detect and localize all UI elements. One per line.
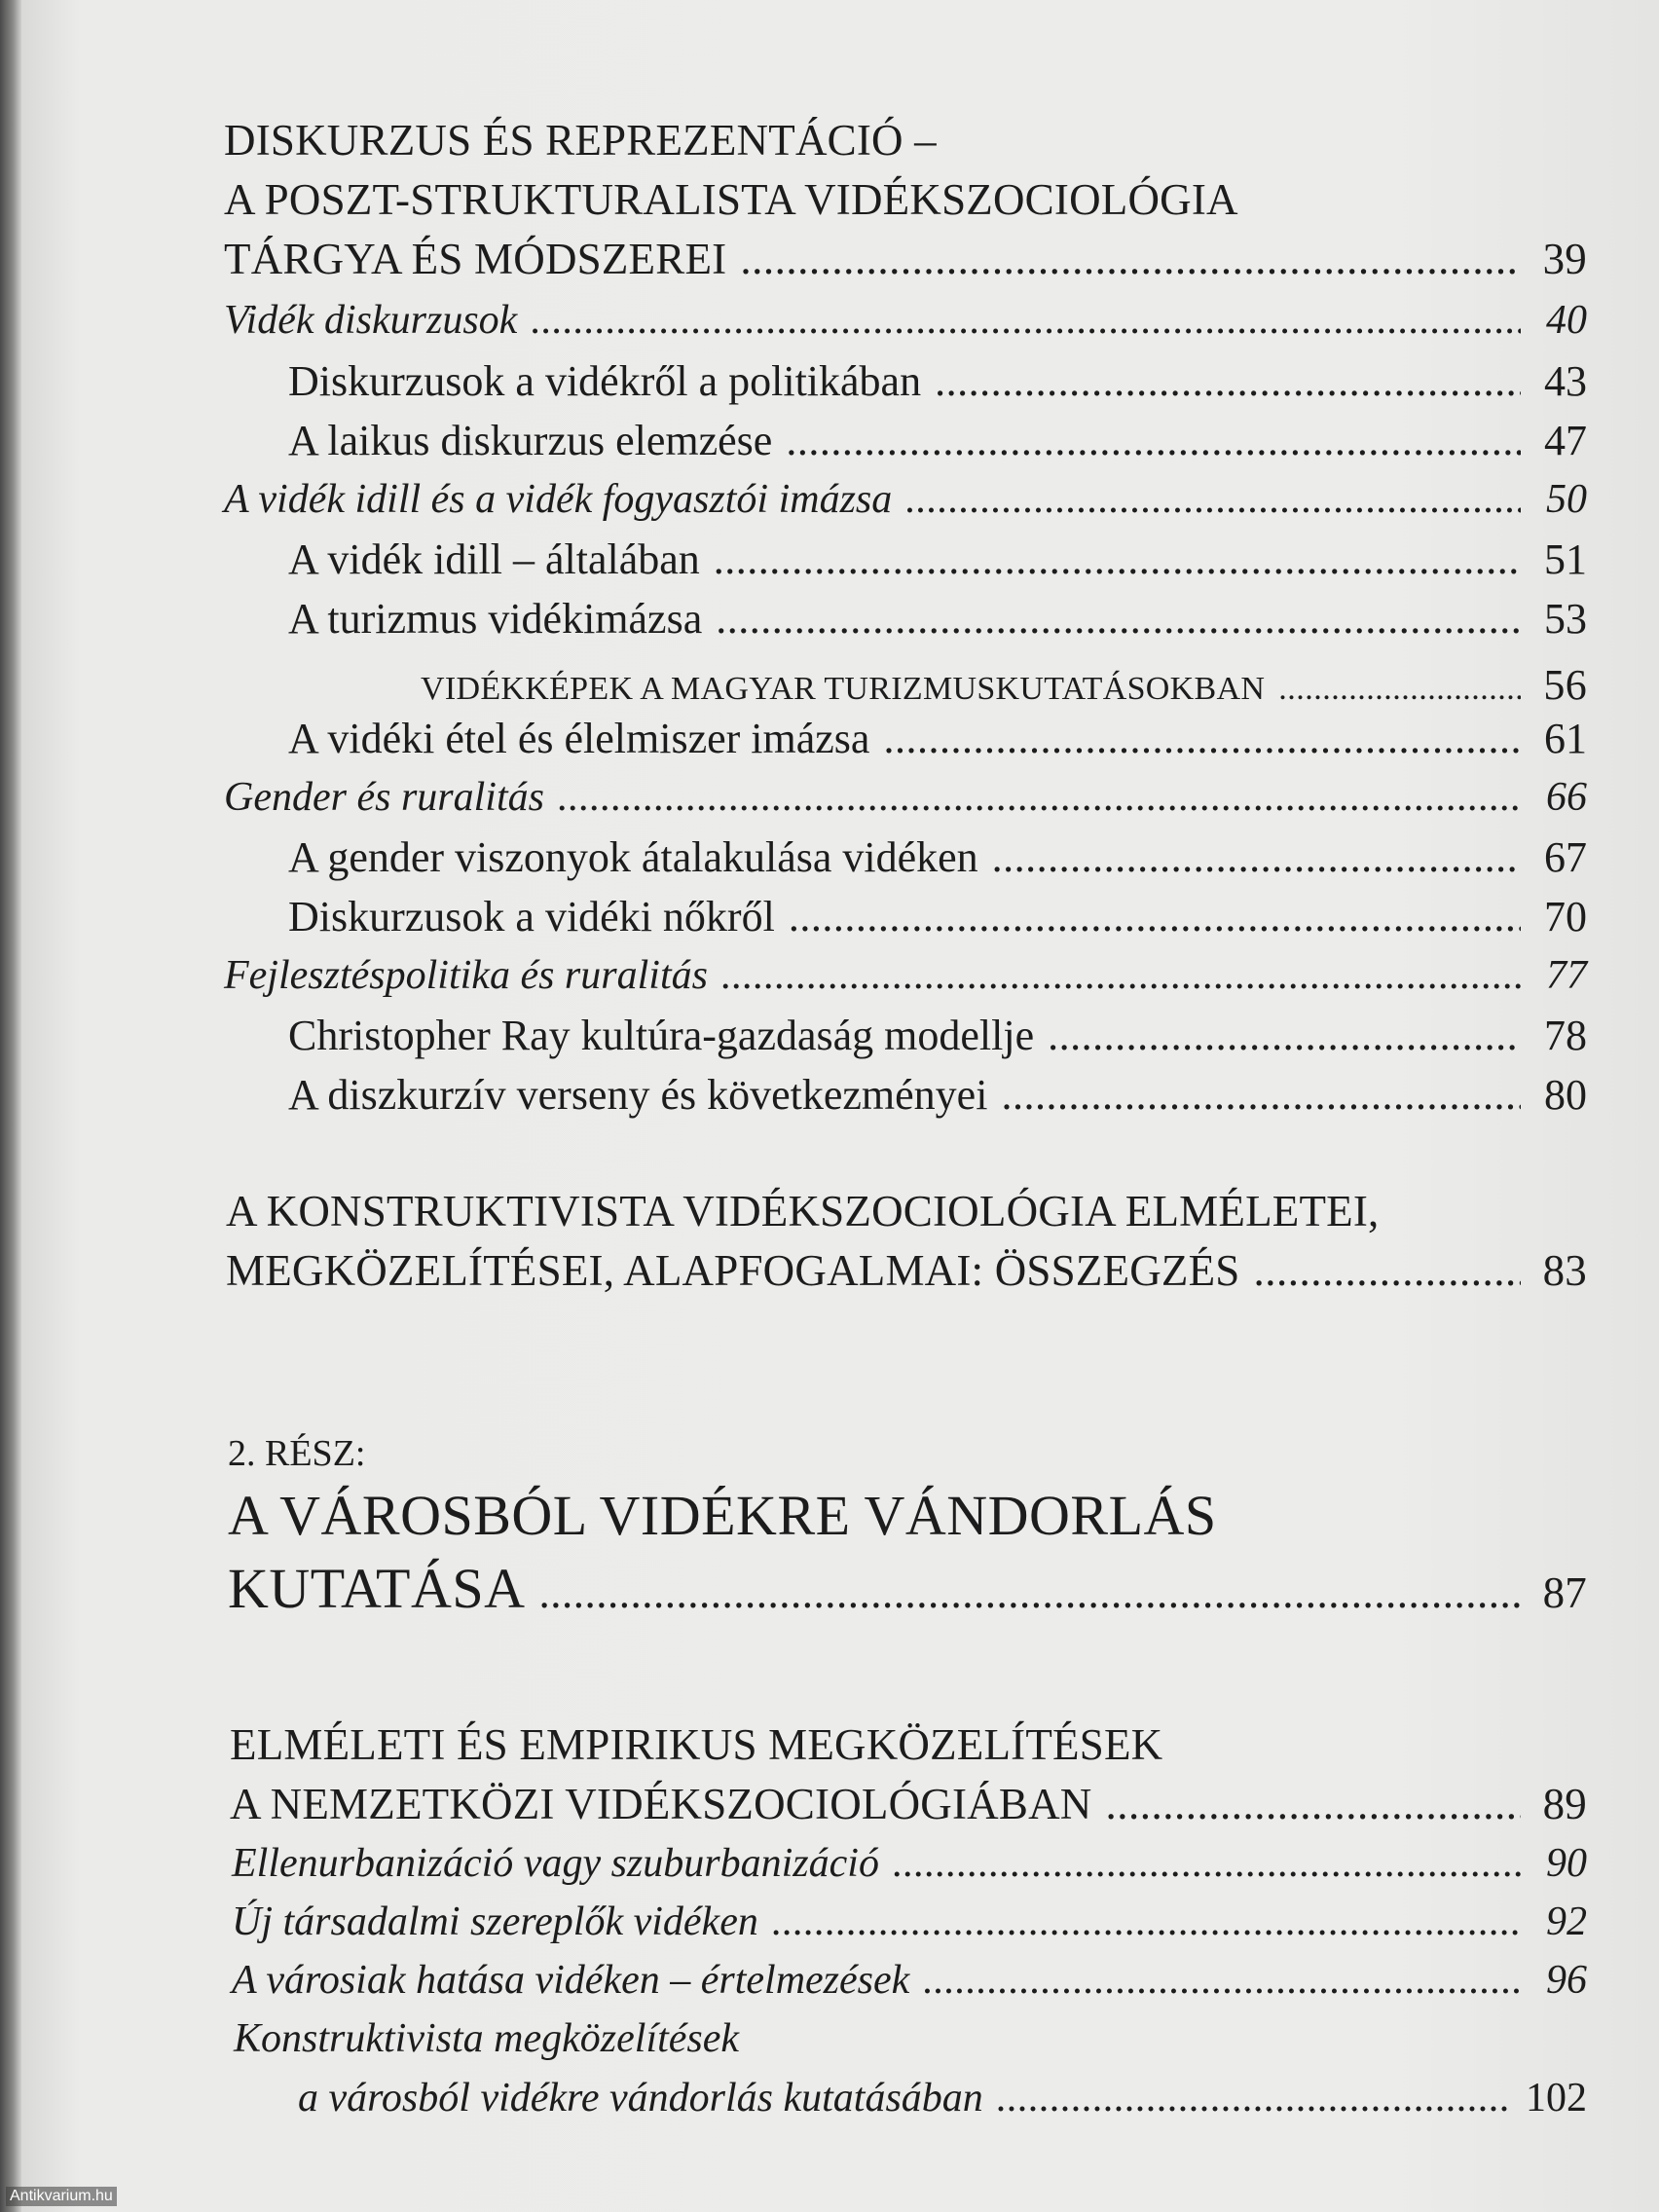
section-1-title-line-2: A POSZT-STRUKTURALISTA VIDÉKSZOCIOLÓGIA — [224, 175, 1238, 224]
entry-title: A laikus diskurzus elemzése — [288, 417, 773, 464]
leader-dots — [1254, 1249, 1521, 1293]
leader-dots — [923, 1960, 1521, 2001]
page-number: 89 — [1542, 1780, 1587, 1828]
toc-entry[interactable] — [288, 357, 1587, 405]
leader-dots — [558, 777, 1521, 818]
entry-title-line-2: a városból vidékre vándorlás kutatásában — [298, 2076, 983, 2120]
leader-dots — [893, 1843, 1521, 1884]
toc-entry[interactable] — [288, 1071, 1587, 1119]
section-1-title-line-1: DISKURZUS ÉS REPREZENTÁCIÓ – — [224, 116, 937, 165]
section-2-title-line-1: A KONSTRUKTIVISTA VIDÉKSZOCIOLÓGIA ELMÉLETEI, — [226, 1187, 1380, 1235]
toc-entry[interactable] — [224, 777, 1587, 818]
page-number: 77 — [1546, 953, 1587, 998]
page-number: 43 — [1544, 357, 1587, 405]
toc-entry[interactable] — [288, 595, 1587, 643]
page-number: 51 — [1544, 535, 1587, 583]
toc-entry[interactable] — [288, 535, 1587, 583]
page-number: 40 — [1546, 298, 1587, 343]
toc-entry[interactable] — [288, 833, 1587, 881]
part-2-title-line-2: KUTATÁSA — [228, 1557, 526, 1620]
leader-dots — [714, 538, 1521, 581]
toc-entry-section-3[interactable] — [230, 1780, 1587, 1828]
toc-entry[interactable] — [232, 1960, 1587, 2001]
entry-title: A vidéki étel és élelmiszer imázsa — [288, 715, 870, 762]
toc-entry[interactable] — [224, 300, 1587, 341]
leader-dots — [905, 479, 1521, 520]
page-number: 50 — [1546, 477, 1587, 522]
page-number: 47 — [1544, 417, 1587, 464]
toc-entry[interactable] — [224, 479, 1587, 520]
entry-title-line-1: Konstruktivista megközelítések — [234, 2016, 740, 2061]
leader-dots — [992, 836, 1521, 879]
leader-dots — [1048, 1014, 1521, 1057]
leader-dots — [716, 598, 1521, 641]
section-2-title-line-2: MEGKÖZELÍTÉSEI, ALAPFOGALMAI: ÖSSZEGZÉS — [226, 1246, 1240, 1295]
page-number: 53 — [1544, 595, 1587, 643]
section-3-title-line-1: ELMÉLETI ÉS EMPIRIKUS MEGKÖZELÍTÉSEK — [230, 1720, 1163, 1769]
entry-title: Diskurzusok a vidékről a politikában — [288, 357, 922, 405]
toc-entry[interactable] — [224, 955, 1587, 996]
leader-dots — [772, 1901, 1521, 1942]
page-number: 92 — [1546, 1899, 1587, 1944]
entry-title: A városiak hatása vidéken – értelmezések — [232, 1958, 910, 2003]
entry-title: Új társadalmi szereplők vidéken — [232, 1899, 758, 1944]
leader-dots — [935, 360, 1521, 403]
page-number: 87 — [1542, 1568, 1587, 1617]
entry-title: A vidék idill és a vidék fogyasztói imázsa — [224, 477, 893, 522]
entry-title: Fejlesztéspolitika és ruralitás — [224, 953, 708, 998]
entry-title: Vidék diskurzusok — [224, 298, 518, 343]
page-number: 96 — [1546, 1958, 1587, 2003]
leader-dots — [538, 1571, 1521, 1615]
watermark-text: Antikvarium.hu — [6, 2187, 117, 2206]
section-1-title-line-3: TÁRGYA ÉS MÓDSZEREI — [224, 235, 727, 283]
leader-dots — [721, 955, 1521, 996]
toc-entry[interactable] — [288, 1014, 1587, 1057]
page-number: 70 — [1544, 893, 1587, 940]
page-number: 39 — [1542, 235, 1587, 283]
toc-entry[interactable] — [288, 715, 1587, 762]
entry-title: A vidék idill – általában — [288, 535, 700, 583]
toc-entry-section-1[interactable] — [224, 235, 1587, 283]
page-number: 61 — [1544, 715, 1587, 762]
entry-title: A turizmus vidékimázsa — [288, 595, 703, 643]
entry-title: VIDÉKKÉPEK A MAGYAR TURIZMUSKUTATÁSOKBAN — [421, 671, 1266, 707]
leader-dots — [1001, 1074, 1521, 1117]
toc-entry[interactable] — [288, 893, 1587, 940]
leader-dots — [740, 238, 1521, 281]
entry-title: Ellenurbanizáció vagy szuburbanizáció — [232, 1841, 879, 1886]
page-number: 90 — [1546, 1841, 1587, 1886]
toc-entry-section-2[interactable] — [226, 1246, 1587, 1295]
toc-entry-part-2[interactable] — [228, 1557, 1587, 1620]
toc-entry[interactable] — [232, 1901, 1587, 1942]
leader-dots — [789, 896, 1521, 939]
page-number: 80 — [1544, 1071, 1587, 1119]
toc-entry[interactable] — [421, 661, 1587, 709]
page-number: 78 — [1544, 1012, 1587, 1059]
leader-dots — [883, 718, 1521, 760]
leader-dots — [1278, 673, 1521, 706]
entry-title: Diskurzusok a vidéki nőkről — [288, 893, 775, 940]
toc-entry[interactable] — [288, 417, 1587, 464]
leader-dots — [531, 300, 1521, 341]
toc-entry[interactable] — [232, 1843, 1587, 1884]
page-number: 67 — [1544, 833, 1587, 881]
part-2-label: 2. RÉSZ: — [228, 1433, 366, 1474]
page-number: 102 — [1526, 2076, 1587, 2120]
toc-entry[interactable] — [298, 2078, 1587, 2119]
page-number: 83 — [1542, 1246, 1587, 1295]
entry-title: A diszkurzív verseny és következményei — [288, 1071, 988, 1119]
entry-title: A gender viszonyok átalakulása vidéken — [288, 833, 978, 881]
part-2-title-line-1: A VÁROSBÓL VIDÉKRE VÁNDORLÁS — [228, 1484, 1217, 1547]
book-spine-shadow — [0, 0, 21, 2212]
section-3-title-line-2: A NEMZETKÖZI VIDÉKSZOCIOLÓGIÁBAN — [230, 1780, 1092, 1828]
page-number: 56 — [1543, 661, 1587, 709]
leader-dots — [1105, 1783, 1521, 1826]
leader-dots — [997, 2078, 1510, 2119]
entry-title: Gender és ruralitás — [224, 775, 544, 820]
leader-dots — [786, 420, 1521, 462]
entry-title: Christopher Ray kultúra-gazdaság modellje — [288, 1012, 1035, 1059]
page-number: 66 — [1546, 775, 1587, 820]
